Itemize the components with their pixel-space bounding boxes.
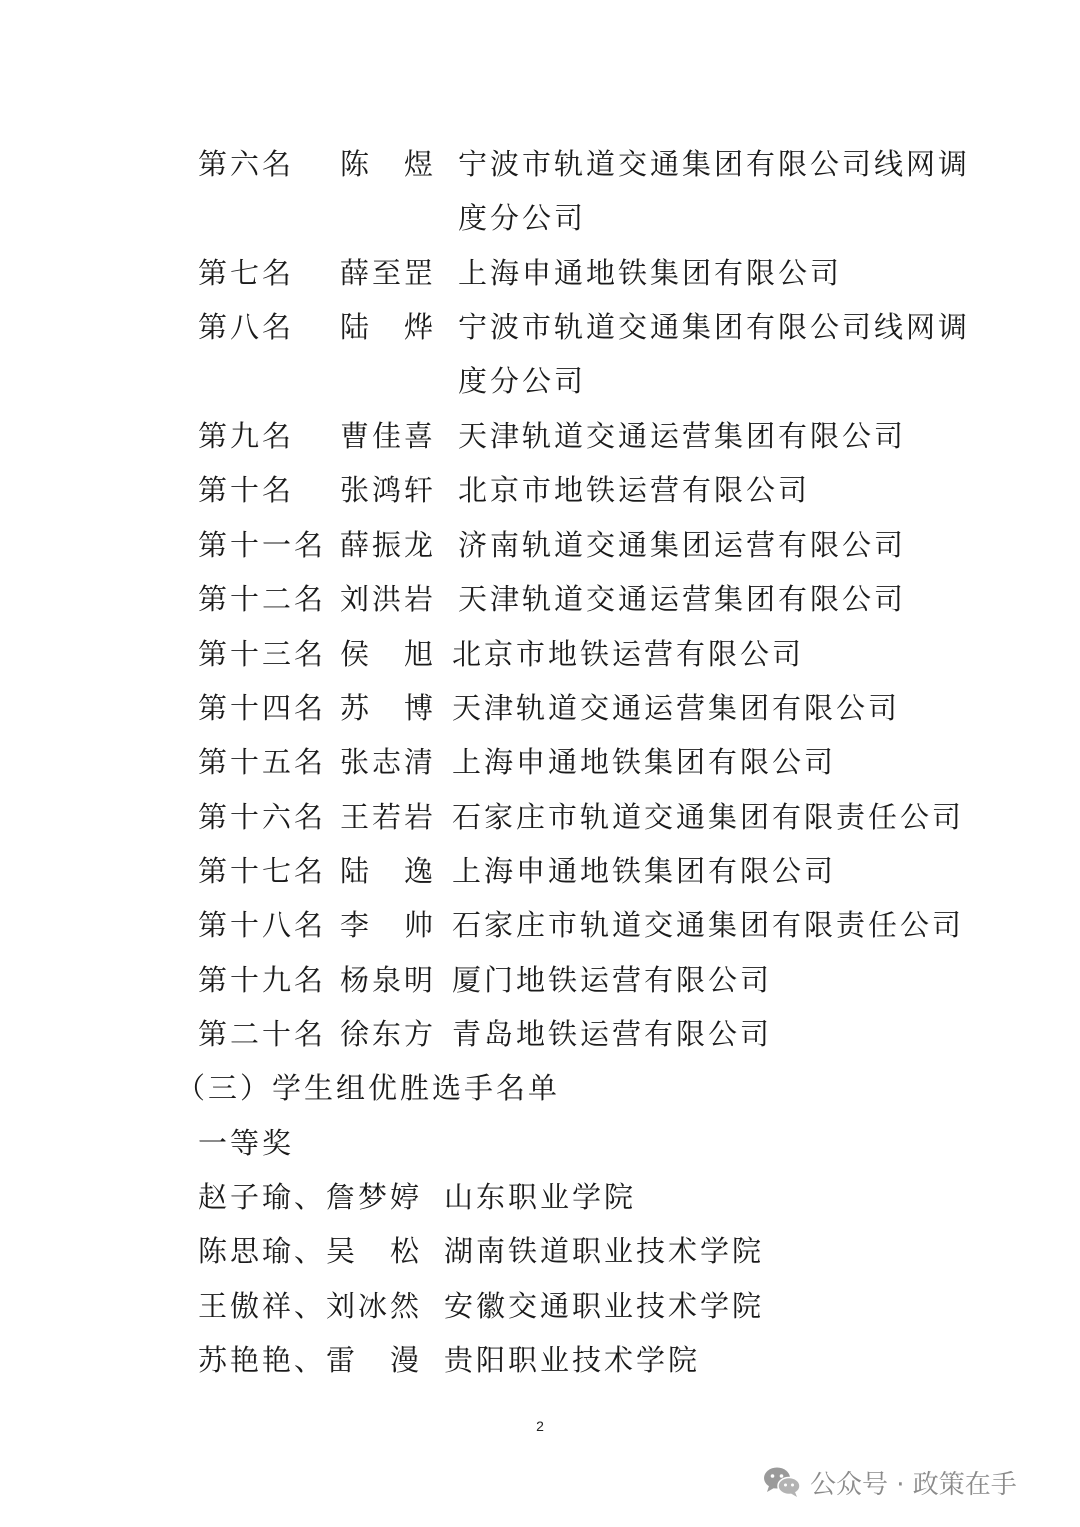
- organization: 上海申通地铁集团有限公司: [452, 854, 837, 888]
- organization: 北京市地铁运营有限公司: [458, 473, 811, 507]
- rank-label: 第二十名: [198, 1017, 327, 1051]
- ranking-row: [0, 688, 1080, 742]
- organization: 上海申通地铁集团有限公司: [458, 256, 843, 290]
- winner-name: 张鸿轩: [340, 473, 437, 507]
- rank-label: 第十四名: [198, 691, 327, 725]
- student-winner-row: [0, 1340, 1080, 1394]
- school-name: 安徽交通职业技术学院: [444, 1289, 765, 1323]
- school-name: 贵阳职业技术学院: [444, 1343, 701, 1377]
- rank-label: 第六名: [198, 147, 295, 181]
- watermark-text: 公众号 · 政策在手: [810, 1469, 1017, 1500]
- rank-label: 第十一名: [198, 528, 327, 562]
- winner-name: 陈 煜: [340, 147, 437, 181]
- section-heading: （三）学生组优胜选手名单: [176, 1071, 561, 1105]
- student-names: 王傲祥、刘冰然: [198, 1289, 423, 1323]
- ranking-row-continuation: [0, 361, 1080, 415]
- rank-label: 第十五名: [198, 745, 327, 779]
- ranking-row: [0, 851, 1080, 905]
- organization-continuation: 度分公司: [458, 201, 587, 235]
- prize-level-label: 一等奖: [198, 1126, 295, 1160]
- ranking-row: [0, 307, 1080, 361]
- rank-label: 第十名: [198, 473, 295, 507]
- wechat-icon: [762, 1465, 802, 1499]
- organization: 济南轨道交通集团运营有限公司: [458, 528, 907, 562]
- winner-name: 侯 旭: [340, 637, 437, 671]
- rank-label: 第八名: [198, 310, 295, 344]
- ranking-row-continuation: [0, 198, 1080, 252]
- winner-name: 曹佳喜: [340, 419, 437, 453]
- student-names: 赵子瑜、詹梦婷: [198, 1180, 423, 1214]
- organization: 天津轨道交通运营集团有限公司: [458, 582, 907, 616]
- organization: 天津轨道交通运营集团有限公司: [458, 419, 907, 453]
- winner-name: 徐东方: [340, 1017, 437, 1051]
- rank-label: 第十三名: [198, 637, 327, 671]
- winner-name: 薛至罡: [340, 256, 437, 290]
- ranking-row: [0, 144, 1080, 198]
- student-winner-row: [0, 1231, 1080, 1285]
- winner-name: 张志清: [340, 745, 437, 779]
- rank-label: 第十九名: [198, 963, 327, 997]
- ranking-row: [0, 253, 1080, 307]
- ranking-row: [0, 1014, 1080, 1068]
- ranking-row: [0, 905, 1080, 959]
- student-winner-row: [0, 1177, 1080, 1231]
- winner-name: 李 帅: [340, 908, 437, 942]
- rank-label: 第七名: [198, 256, 295, 290]
- organization: 宁波市轨道交通集团有限公司线网调: [458, 310, 971, 344]
- winner-name: 王若岩: [340, 800, 437, 834]
- rank-label: 第十七名: [198, 854, 327, 888]
- page-number: 2: [536, 1418, 544, 1434]
- student-names: 苏艳艳、雷 漫: [198, 1343, 423, 1377]
- organization: 石家庄市轨道交通集团有限责任公司: [452, 908, 965, 942]
- winner-name: 刘洪岩: [340, 582, 437, 616]
- winner-name: 薛振龙: [340, 528, 437, 562]
- student-names: 陈思瑜、吴 松: [198, 1234, 423, 1268]
- school-name: 湖南铁道职业技术学院: [444, 1234, 765, 1268]
- rank-label: 第十八名: [198, 908, 327, 942]
- winner-name: 陆 烨: [340, 310, 437, 344]
- organization-continuation: 度分公司: [458, 364, 587, 398]
- organization: 天津轨道交通运营集团有限公司: [452, 691, 901, 725]
- organization: 上海申通地铁集团有限公司: [452, 745, 837, 779]
- school-name: 山东职业学院: [444, 1180, 637, 1214]
- rank-label: 第十二名: [198, 582, 327, 616]
- organization: 厦门地铁运营有限公司: [452, 963, 773, 997]
- winner-name: 苏 博: [340, 691, 437, 725]
- organization: 石家庄市轨道交通集团有限责任公司: [452, 800, 965, 834]
- winner-name: 陆 逸: [340, 854, 437, 888]
- student-winner-row: [0, 1286, 1080, 1340]
- rank-label: 第十六名: [198, 800, 327, 834]
- ranking-row: [0, 960, 1080, 1014]
- organization: 青岛地铁运营有限公司: [452, 1017, 773, 1051]
- ranking-row: [0, 634, 1080, 688]
- ranking-row: [0, 470, 1080, 524]
- ranking-row: [0, 579, 1080, 633]
- ranking-row: [0, 797, 1080, 851]
- organization: 宁波市轨道交通集团有限公司线网调: [458, 147, 971, 181]
- ranking-row: [0, 416, 1080, 470]
- organization: 北京市地铁运营有限公司: [452, 637, 805, 671]
- ranking-row: [0, 742, 1080, 796]
- winner-name: 杨泉明: [340, 963, 437, 997]
- watermark: [762, 1462, 1017, 1502]
- rank-label: 第九名: [198, 419, 295, 453]
- ranking-row: [0, 525, 1080, 579]
